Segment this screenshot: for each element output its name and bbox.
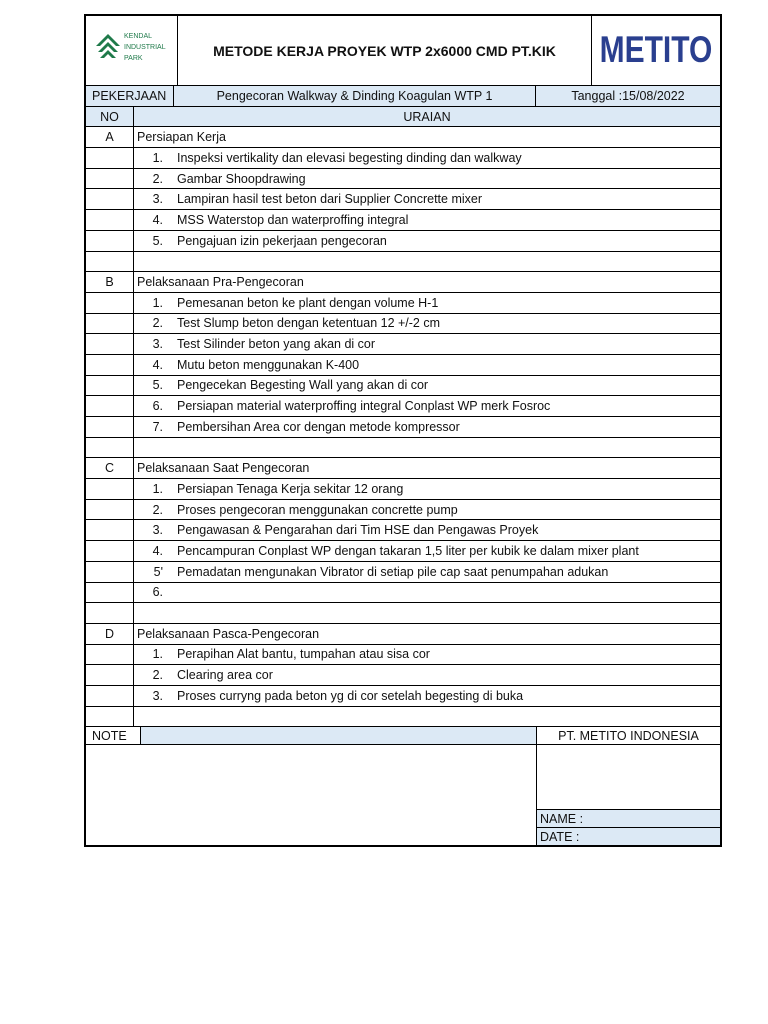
note-label: NOTE [86, 727, 141, 744]
logo-text-line-2: INDUSTRIAL [124, 44, 166, 51]
item-row [86, 189, 720, 210]
item-number: 6. [152, 585, 163, 600]
item-row [86, 686, 720, 707]
item-text: Pemesanan beton ke plant dengan volume H-1 [177, 295, 439, 310]
item-text: Pencampuran Conplast WP dengan takaran 1,5 liter per kubik ke dalam mixer plant [177, 543, 639, 558]
section-letter: C [86, 458, 134, 478]
section-header-row [86, 624, 720, 645]
item-row [86, 376, 720, 397]
blank-no-cell [86, 438, 134, 458]
item-body [134, 396, 720, 416]
item-body [134, 520, 720, 540]
pekerjaan-value: Pengecoran Walkway & Dinding Koagulan WTP 1 [174, 86, 536, 106]
item-number: 4. [152, 357, 163, 372]
blank-body [134, 252, 720, 272]
item-body [134, 334, 720, 354]
item-body [134, 541, 720, 561]
item-no-cell [86, 520, 134, 540]
sheet-header [86, 16, 720, 86]
item-number: 3. [152, 192, 163, 207]
item-no-cell [86, 314, 134, 334]
item-row [86, 417, 720, 438]
footer [86, 727, 720, 845]
item-number: 7. [152, 419, 163, 434]
blank-body [134, 603, 720, 623]
item-row [86, 645, 720, 666]
item-no-cell [86, 376, 134, 396]
item-body [134, 293, 720, 313]
metito-logo-text: METITO [599, 29, 713, 72]
item-body [134, 148, 720, 168]
pekerjaan-row [86, 86, 720, 107]
item-body [134, 479, 720, 499]
section-letter: D [86, 624, 134, 644]
item-no-cell [86, 231, 134, 251]
item-number: 4. [152, 543, 163, 558]
item-number: 2. [152, 316, 163, 331]
item-no-cell [86, 583, 134, 603]
item-body [134, 417, 720, 437]
item-row [86, 231, 720, 252]
item-text: Pengecekan Begesting Wall yang akan di cor [177, 378, 429, 393]
item-row [86, 479, 720, 500]
item-text: Inspeksi vertikality dan elevasi begesting dinding dan walkway [177, 150, 522, 165]
section-header-row [86, 127, 720, 148]
company-name: PT. METITO INDONESIA [537, 727, 720, 745]
item-number: 4. [152, 212, 163, 227]
item-row [86, 665, 720, 686]
section-letter: A [86, 127, 134, 147]
item-row [86, 148, 720, 169]
item-body [134, 583, 720, 603]
item-number: 2. [152, 668, 163, 683]
item-text: Proses pengecoran menggunakan concrette pump [177, 502, 458, 517]
item-text: MSS Waterstop dan waterproffing integral [177, 212, 409, 227]
item-text: Perapihan Alat bantu, tumpahan atau sisa cor [177, 647, 430, 662]
pekerjaan-date: Tanggal :15/08/2022 [571, 88, 685, 103]
item-no-cell [86, 396, 134, 416]
item-body [134, 665, 720, 685]
item-body [134, 686, 720, 706]
item-number: 2. [152, 502, 163, 517]
sections-container [86, 127, 720, 727]
signature-area [537, 727, 720, 845]
item-row [86, 541, 720, 562]
item-no-cell [86, 169, 134, 189]
item-body [134, 376, 720, 396]
date-field: DATE : [537, 828, 720, 845]
section-letter: B [86, 272, 134, 292]
section-title: Pelaksanaan Pasca-Pengecoran [137, 626, 320, 641]
signature-space [537, 745, 720, 810]
logo-text-line-1: KENDAL [124, 33, 153, 40]
item-row [86, 355, 720, 376]
blank-no-cell [86, 603, 134, 623]
blank-body [134, 707, 720, 727]
section-header-row [86, 272, 720, 293]
item-no-cell [86, 686, 134, 706]
item-no-cell [86, 541, 134, 561]
item-number: 3. [152, 337, 163, 352]
item-no-cell [86, 479, 134, 499]
section-title: Persiapan Kerja [137, 130, 226, 145]
item-number: 5. [152, 233, 163, 248]
note-area [86, 727, 537, 845]
item-no-cell [86, 148, 134, 168]
section-header-row [86, 458, 720, 479]
item-number: 1. [152, 295, 163, 310]
item-row [86, 293, 720, 314]
blank-row [86, 707, 720, 728]
metito-logo [591, 16, 720, 85]
item-no-cell [86, 645, 134, 665]
column-no-header: NO [86, 107, 134, 127]
item-body [134, 562, 720, 582]
item-row [86, 314, 720, 335]
item-text: Persiapan material waterproffing integral Conplast WP merk Fosroc [177, 399, 551, 414]
item-row [86, 334, 720, 355]
item-no-cell [86, 355, 134, 375]
item-text: Gambar Shoopdrawing [177, 171, 306, 186]
item-no-cell [86, 189, 134, 209]
blank-no-cell [86, 252, 134, 272]
item-body [134, 169, 720, 189]
item-text: Pengajuan izin pekerjaan pengecoran [177, 233, 387, 248]
item-number: 1. [152, 481, 163, 496]
item-no-cell [86, 500, 134, 520]
name-field: NAME : [537, 810, 720, 828]
item-number: 5' [153, 564, 163, 579]
method-sheet [84, 14, 722, 847]
item-row [86, 520, 720, 541]
item-body [134, 500, 720, 520]
item-no-cell [86, 210, 134, 230]
item-row [86, 210, 720, 231]
item-no-cell [86, 417, 134, 437]
item-text: Pengawasan & Pengarahan dari Tim HSE dan Pengawas Proyek [177, 523, 539, 538]
section-title: Pelaksanaan Saat Pengecoran [137, 461, 310, 476]
blank-body [134, 438, 720, 458]
item-text: Test Slump beton dengan ketentuan 12 +/-2 cm [177, 316, 441, 331]
item-text: Mutu beton menggunakan K-400 [177, 357, 360, 372]
item-no-cell [86, 334, 134, 354]
item-text: Proses curryng pada beton yg di cor setelah begesting di buka [177, 688, 524, 703]
item-text: Test Silinder beton yang akan di cor [177, 337, 376, 352]
item-number: 6. [152, 399, 163, 414]
note-content [86, 745, 536, 845]
item-text: Pembersihan Area cor dengan metode kompressor [177, 419, 460, 434]
column-header-row [86, 107, 720, 128]
item-body [134, 210, 720, 230]
blank-row [86, 438, 720, 459]
item-row [86, 583, 720, 604]
item-row [86, 562, 720, 583]
item-body [134, 189, 720, 209]
item-no-cell [86, 665, 134, 685]
item-number: 1. [152, 647, 163, 662]
item-body [134, 645, 720, 665]
item-number: 2. [152, 171, 163, 186]
blank-row [86, 603, 720, 624]
item-text: Lampiran hasil test beton dari Supplier Concrette mixer [177, 192, 483, 207]
item-text: Clearing area cor [177, 668, 273, 683]
item-body [134, 355, 720, 375]
item-body [134, 314, 720, 334]
pekerjaan-label: PEKERJAAN [86, 86, 174, 106]
item-no-cell [86, 293, 134, 313]
item-no-cell [86, 562, 134, 582]
item-text: Persiapan Tenaga Kerja sekitar 12 orang [177, 481, 404, 496]
item-row [86, 396, 720, 417]
blank-no-cell [86, 707, 134, 727]
item-number: 5. [152, 378, 163, 393]
note-header-fill [141, 727, 536, 744]
column-uraian-header: URAIAN [403, 109, 451, 124]
item-number: 3. [152, 688, 163, 703]
logo-text-line-3: PARK [124, 55, 143, 62]
item-row [86, 169, 720, 190]
item-body [134, 231, 720, 251]
note-header-row [86, 727, 536, 745]
kendal-industrial-park-logo [86, 16, 178, 85]
document-title: METODE KERJA PROYEK WTP 2x6000 CMD PT.KIK [213, 42, 556, 59]
section-title: Pelaksanaan Pra-Pengecoran [137, 275, 304, 290]
item-number: 3. [152, 523, 163, 538]
item-number: 1. [152, 150, 163, 165]
blank-row [86, 252, 720, 273]
item-row [86, 500, 720, 521]
item-text: Pemadatan mengunakan Vibrator di setiap pile cap saat penumpahan adukan [177, 564, 609, 579]
